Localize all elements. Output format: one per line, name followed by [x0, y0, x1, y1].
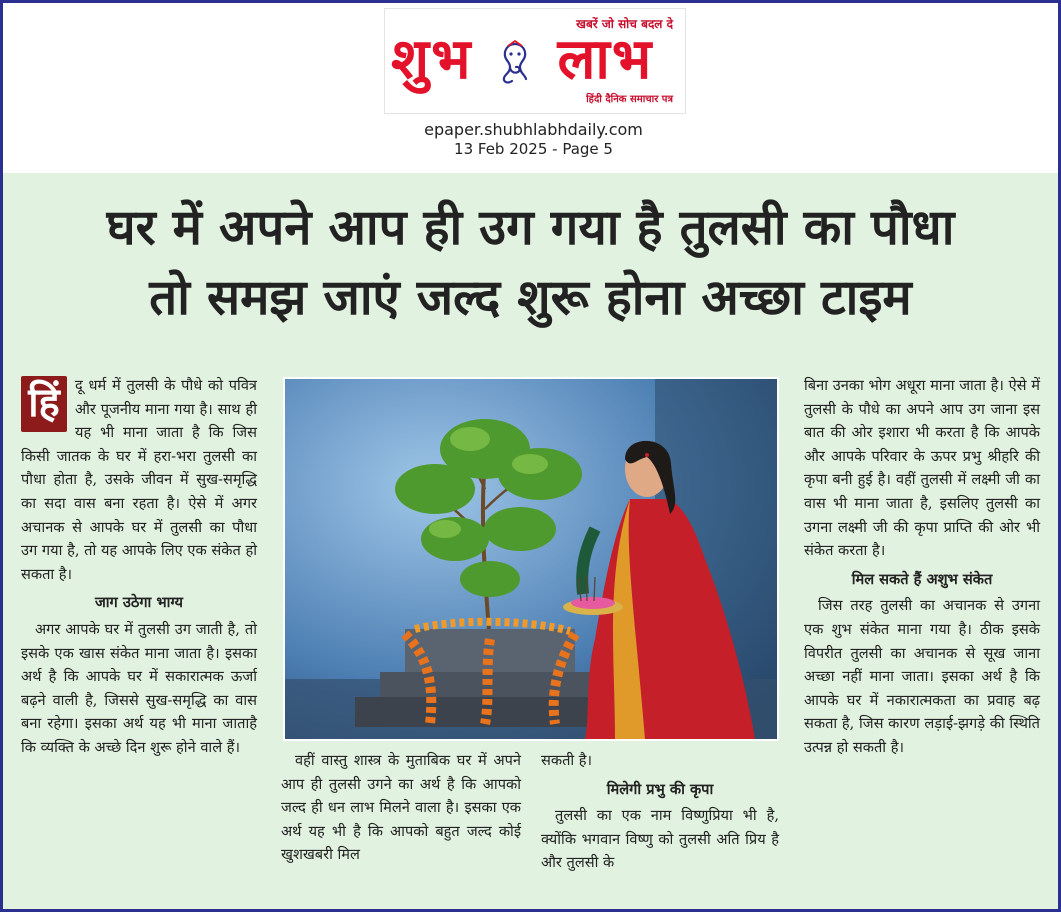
column-4 — [804, 374, 1040, 760]
site-url[interactable]: epaper.shubhlabhdaily.com — [424, 120, 643, 139]
newspaper-logo[interactable] — [384, 8, 686, 114]
date-page: 13 Feb 2025 - Page 5 — [454, 140, 613, 158]
col1-para-1: दू धर्म में तुलसी के पौधे को पवित्र और पूजनीय माना गया है। साथ ही यह भी माना जाता है कि जिस किसी जातक के घर में हरा-भरा तुलसी का पौधा होता है, उसके जीवन में सुख-समृद्धि का सदा वास बना रहता है। ऐसे में अगर अचानक से आपके घर में तुलसी का पौधा उग गया है, तो यह आपके लिए एक संकेत हो सकता है। — [21, 377, 257, 583]
column-2 — [281, 749, 521, 867]
headline — [3, 193, 1058, 333]
col3-para-2: तुलसी का एक नाम विष्णुप्रिया भी है, क्योंकि भगवान विष्णु को तुलसी अति प्रिय है और तुलसी के — [541, 807, 779, 872]
col1-para-2: अगर आपके घर में तुलसी उग जाती है, तो इसके एक खास संकेत माना जाता है। इसका अर्थ है कि आपके घर में सकारात्मक ऊर्जा बढ़ने वाली है, जिससे सुख-समृद्धि का वास बना रहेगा। इसका अर्थ यह भी माना जाताहै कि व्यक्ति के अच्छे दिन शुरू होने वाले हैं। — [21, 620, 257, 756]
logo-brand — [391, 29, 653, 91]
col3-para-1: सकती है। — [541, 752, 593, 769]
article-photo — [283, 377, 779, 741]
article — [3, 173, 1058, 912]
dropcap: हिं — [21, 376, 67, 432]
masthead — [3, 3, 1058, 173]
col4-para-2: जिस तरह तुलसी का अचानक से उगना एक शुभ संकेत माना गया है। ठीक इसके विपरीत तुलसी का अचानक से सूख जाना अच्छा नहीं माना जाता। इसका अर्थ है कि आपके घर में नकारात्मकता का प्रवाह बढ़ सकता है, जिस कारण लड़ाई-झगड़े की स्थिति उत्पन्न हो सकती है। — [804, 597, 1040, 756]
headline-line-2: तो समझ जाएं जल्द शुरू होना अच्छा टाइम — [149, 269, 912, 326]
tulsi-painting — [285, 379, 777, 739]
headline-line-1: घर में अपने आप ही उग गया है तुलसी का पौधा — [106, 199, 955, 256]
logo-subtag: हिंदी दैनिक समाचार पत्र — [586, 94, 673, 105]
column-1 — [21, 374, 257, 760]
column-3 — [541, 749, 779, 875]
logo-tagline: खबरें जो सोच बदल दे — [576, 17, 673, 31]
ganesha-icon — [496, 40, 534, 86]
col4-para-1: बिना उनका भोग अधूरा माना जाता है। ऐसे में तुलसी के पौधे का अपने आप उग जाना इस बात की ओर इशारा भी करता है कि आपके और आपके परिवार के ऊपर प्रभु श्रीहरि की कृपा बनी हुई है। वहीं तुलसी में लक्ष्मी जी का वास भी माना जाता है, इसलिए तुलसी का उगना लक्ष्मी जी की कृपा प्राप्ति की ओर भी संकेत करता है। — [804, 377, 1040, 560]
col2-para-1: वहीं वास्तु शास्त्र के मुताबिक घर में अपने आप ही तुलसी उगने का अर्थ है कि आपको जल्द ही धन लाभ मिलने वाला है। इसका एक अर्थ यह भी है कि आपको बहुत जल्द कोई खुशखबरी मिल — [281, 752, 521, 864]
col3-subheading: मिलेगी प्रभु की कृपा — [606, 780, 714, 798]
col1-subheading: जाग उठेगा भाग्य — [94, 594, 184, 612]
col4-subheading: मिल सकते हैं अशुभ संकेत — [851, 570, 993, 588]
logo-brand-right: लाभ — [557, 27, 654, 92]
logo-brand-left: शुभ — [391, 27, 473, 92]
